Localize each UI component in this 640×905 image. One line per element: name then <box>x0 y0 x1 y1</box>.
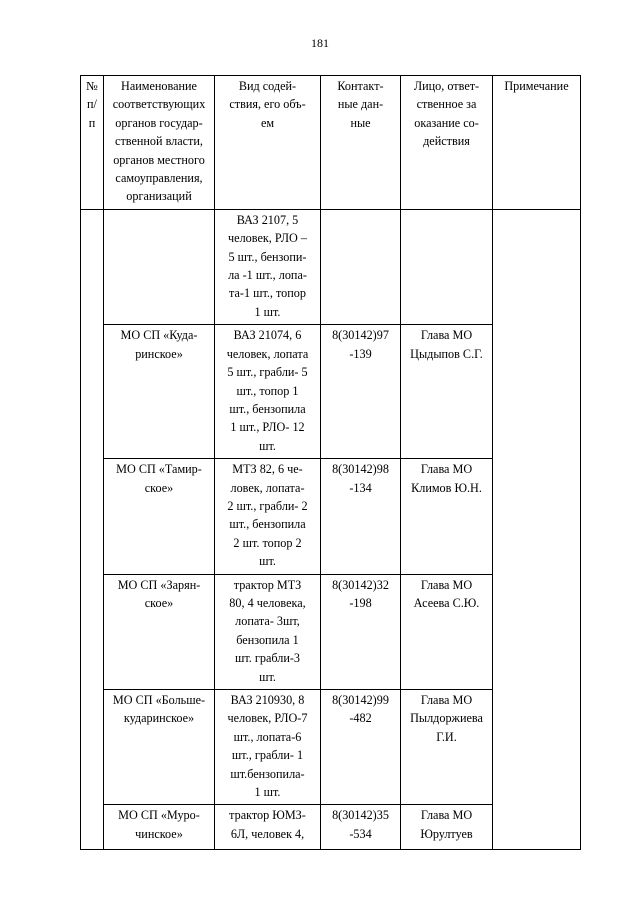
organization-cell: МО СП «Куда- ринское» <box>104 325 215 459</box>
contact-cell: 8(30142)99 -482 <box>321 690 401 805</box>
assistance-cell: трактор ЮМЗ- 6Л, человек 4, <box>215 805 321 850</box>
organization-cell: МО СП «Муро- чинское» <box>104 805 215 850</box>
assistance-cell: трактор МТЗ 80, 4 человека, лопата- 3шт, бензопила 1 шт. грабли-3 шт. <box>215 574 321 689</box>
header-assistance: Вид содей- ствия, его объ- ем <box>215 76 321 210</box>
header-number: № п/ п <box>81 76 104 210</box>
header-contact: Контакт- ные дан- ные <box>321 76 401 210</box>
contact-cell: 8(30142)32 -198 <box>321 574 401 689</box>
header-responsible: Лицо, ответ- ственное за оказание со- действия <box>401 76 493 210</box>
responsible-cell: Глава МО Асеева С.Ю. <box>401 574 493 689</box>
responsible-cell: Глава МО Климов Ю.Н. <box>401 459 493 574</box>
organization-cell: МО СП «Зарян- ское» <box>104 574 215 689</box>
organization-cell <box>104 209 215 324</box>
contact-cell: 8(30142)98 -134 <box>321 459 401 574</box>
table-header-row <box>81 76 581 210</box>
responsible-cell: Глава МО Юрултуев <box>401 805 493 850</box>
responsible-cell: Глава МО Пылдоржиева Г.И. <box>401 690 493 805</box>
number-cell-merged <box>81 209 104 850</box>
contact-cell: 8(30142)35 -534 <box>321 805 401 850</box>
assistance-table <box>80 75 581 850</box>
assistance-cell: ВАЗ 21074, 6 человек, лопата 5 шт., грабли- 5 шт., топор 1 шт., бензопила 1 шт., РЛО- 12 шт. <box>215 325 321 459</box>
assistance-cell: ВАЗ 210930, 8 человек, РЛО-7 шт., лопата-6 шт., грабли- 1 шт.бензопила- 1 шт. <box>215 690 321 805</box>
organization-cell: МО СП «Тамир- ское» <box>104 459 215 574</box>
table-row <box>81 209 581 324</box>
note-cell-merged <box>493 209 581 850</box>
organization-cell: МО СП «Больше- кударинское» <box>104 690 215 805</box>
contact-cell: 8(30142)97 -139 <box>321 325 401 459</box>
contact-cell <box>321 209 401 324</box>
page-number: 181 <box>311 36 329 50</box>
assistance-cell: МТЗ 82, 6 че- ловек, лопата- 2 шт., грабли- 2 шт., бензопила 2 шт. топор 2 шт. <box>215 459 321 574</box>
assistance-cell: ВАЗ 2107, 5 человек, РЛО – 5 шт., бензопи- ла -1 шт., лопа- та-1 шт., топор 1 шт. <box>215 209 321 324</box>
responsible-cell <box>401 209 493 324</box>
responsible-cell: Глава МО Цыдыпов С.Г. <box>401 325 493 459</box>
header-organization: Наименование соответствующих органов государ- ственной власти, органов местного самоуправления, организаций <box>104 76 215 210</box>
header-note: Примечание <box>493 76 581 210</box>
